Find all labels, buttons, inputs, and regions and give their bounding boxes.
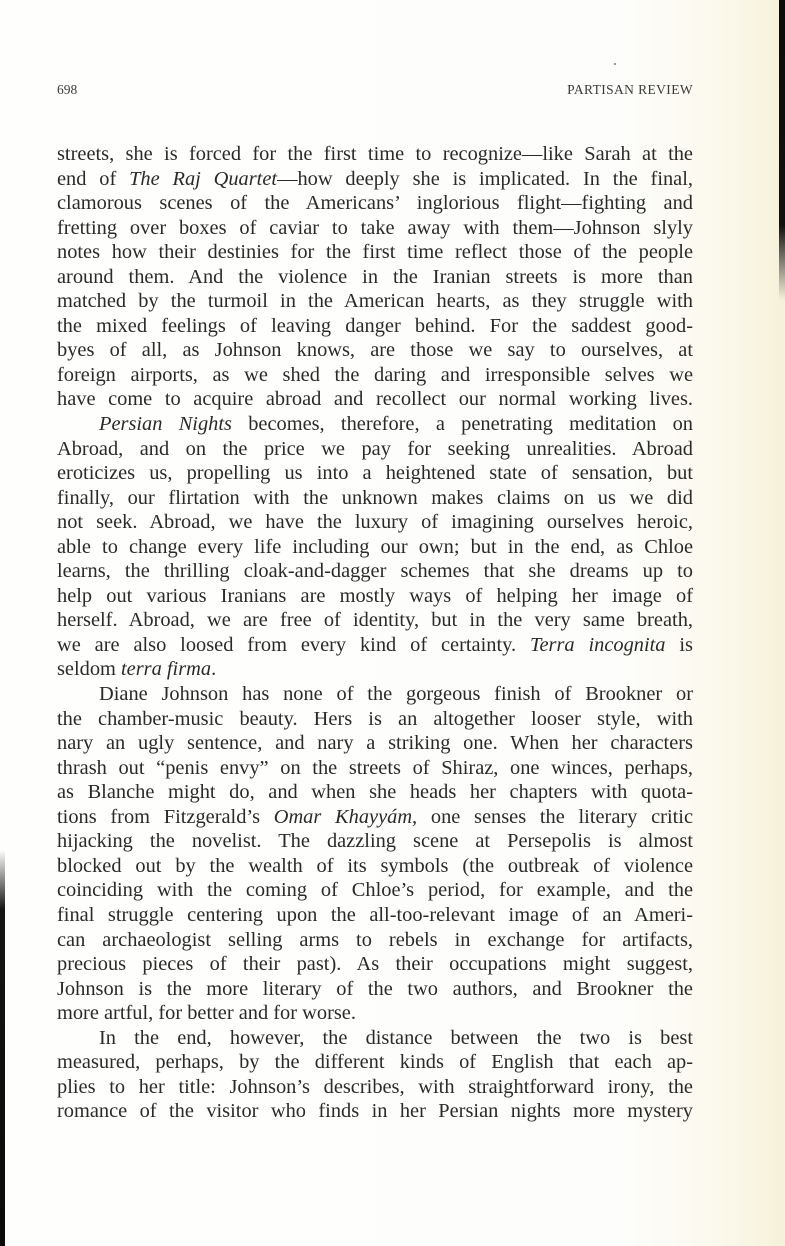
text-segment: not seek. Abroad, we have the luxury of imagining ourselves heroic,	[57, 511, 693, 534]
text-line	[57, 167, 693, 192]
text-segment: help out various Iranians are mostly ways of helping her image of	[57, 584, 693, 607]
text-segment: becomes, therefore, a penetrating meditation on	[231, 413, 693, 436]
text-line	[57, 1099, 693, 1124]
text-segment: matched by the turmoil in the American hearts, as they struggle with	[57, 290, 693, 313]
text-segment: finally, our flirtation with the unknown makes claims on us we did	[57, 486, 693, 509]
text-segment: final struggle centering upon the all-too-relevant image of an Ameri-	[57, 903, 693, 926]
italic-title: The Raj Quartet	[129, 167, 278, 190]
text-segment: around them. And the violence in the Iranian streets is more than	[57, 265, 693, 288]
text-segment: precious pieces of their past). As their occupations might suggest,	[57, 953, 693, 976]
text-line	[57, 657, 693, 682]
text-line	[57, 387, 693, 412]
text-segment: byes of all, as Johnson knows, are those we say to ourselves, at	[57, 339, 693, 362]
text-line	[57, 1001, 693, 1026]
text-segment: notes how their destinies for the first time reflect those of the people	[57, 241, 693, 264]
italic-title: Terra incognita	[530, 633, 666, 656]
text-line	[57, 633, 693, 658]
text-line	[57, 756, 693, 781]
text-segment: thrash out “penis envy” on the streets of Shiraz, one winces, perhaps,	[57, 756, 693, 779]
text-segment: more artful, for better and for worse.	[57, 1002, 356, 1025]
text-line	[57, 731, 693, 756]
text-line	[57, 486, 693, 511]
text-line	[57, 1026, 693, 1051]
text-segment: —how deeply she is implicated. In the final,	[277, 167, 693, 190]
text-segment: romance of the visitor who finds in her Persian nights more mystery	[57, 1100, 693, 1123]
text-line	[57, 191, 693, 216]
text-line	[57, 265, 693, 290]
text-segment: learns, the thrilling cloak-and-dagger schemes that she dreams up to	[57, 560, 693, 583]
text-line	[57, 1075, 693, 1100]
text-segment: is	[665, 633, 693, 656]
text-segment: herself. Abroad, we are free of identity, but in the very same breath,	[57, 609, 693, 632]
text-line	[57, 682, 693, 707]
running-head	[57, 82, 693, 98]
text-segment: measured, perhaps, by the different kinds of English that each ap-	[57, 1051, 693, 1074]
text-line	[57, 559, 693, 584]
scan-edge-shadow-right	[779, 0, 785, 300]
text-line	[57, 289, 693, 314]
italic-title: Omar Khayyám,	[273, 805, 418, 828]
text-segment: streets, she is forced for the first time to recognize—like Sarah at the	[57, 143, 693, 165]
text-line	[57, 314, 693, 339]
text-line	[57, 142, 693, 167]
text-segment: end of	[57, 167, 130, 190]
text-segment: foreign airports, as we shed the daring and irresponsible selves we	[57, 363, 693, 386]
text-segment: In the end, however, the distance between the two is best	[99, 1026, 693, 1049]
text-segment: Abroad, and on the price we pay for seeking unrealities. Abroad	[57, 437, 693, 460]
text-segment: can archaeologist selling arms to rebels in exchange for artifacts,	[57, 928, 693, 951]
text-segment: the mixed feelings of leaving danger behind. For the saddest good-	[57, 314, 693, 337]
text-line	[57, 535, 693, 560]
text-line	[57, 854, 693, 879]
italic-title: terra firma	[121, 658, 212, 681]
text-segment: .	[211, 658, 217, 681]
text-line	[57, 412, 693, 437]
text-segment: as Blanche might do, and when she heads her chapters with quota-	[57, 781, 693, 804]
italic-title: Persian Nights	[99, 413, 232, 436]
text-segment: tions from Fitzgerald’s	[57, 805, 274, 828]
text-segment: eroticizes us, propelling us into a heightened state of sensation, but	[57, 462, 693, 485]
text-line	[57, 928, 693, 953]
text-segment: we are also loosed from every kind of certainty.	[57, 633, 530, 656]
text-segment: seldom	[57, 658, 121, 681]
text-line	[57, 878, 693, 903]
text-segment: Diane Johnson has none of the gorgeous finish of Brookner or	[99, 683, 693, 706]
scan-speck	[614, 63, 616, 65]
text-segment: hijacking the novelist. The dazzling scene at Persepolis is almost	[57, 830, 693, 853]
text-line	[57, 805, 693, 830]
text-segment: Johnson is the more literary of the two authors, and Brookner the	[57, 977, 693, 1000]
text-segment: fretting over boxes of caviar to take away with them—Johnson slyly	[57, 216, 693, 239]
text-segment: one senses the literary critic	[417, 805, 693, 828]
text-segment: nary an ugly sentence, and nary a striking one. When her characters	[57, 732, 693, 755]
text-line	[57, 977, 693, 1002]
text-segment: able to change every life including our own; but in the end, as Chloe	[57, 535, 693, 558]
text-segment: the chamber-music beauty. Hers is an altogether looser style, with	[57, 707, 693, 730]
text-segment: plies to her title: Johnson’s describes, with straightforward irony, the	[57, 1075, 693, 1098]
text-line	[57, 780, 693, 805]
text-line	[57, 240, 693, 265]
text-line	[57, 903, 693, 928]
text-segment: coinciding with the coming of Chloe’s period, for example, and the	[57, 879, 693, 902]
text-line	[57, 952, 693, 977]
text-segment: clamorous scenes of the Americans’ inglorious flight—fighting and	[57, 192, 693, 215]
text-line	[57, 707, 693, 732]
text-line	[57, 608, 693, 633]
scan-edge-shadow-left	[0, 850, 5, 1246]
page-number: 698	[57, 82, 78, 97]
text-segment: blocked out by the wealth of its symbols (the outbreak of violence	[57, 854, 693, 877]
journal-title: PARTISAN REVIEW	[567, 82, 693, 97]
text-line	[57, 437, 693, 462]
text-line	[57, 216, 693, 241]
text-line	[57, 829, 693, 854]
text-line	[57, 1050, 693, 1075]
text-line	[57, 510, 693, 535]
text-line	[57, 338, 693, 363]
text-line	[57, 363, 693, 388]
text-line	[57, 584, 693, 609]
text-segment: have come to acquire abroad and recollect our normal working lives.	[57, 388, 693, 411]
text-line	[57, 461, 693, 486]
article-body	[57, 142, 693, 1124]
